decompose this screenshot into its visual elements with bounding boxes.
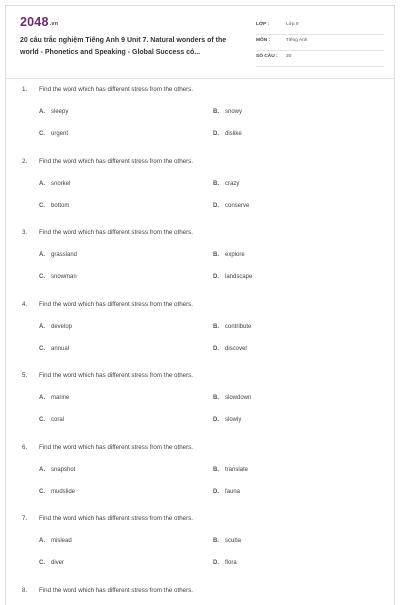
option-letter: A. <box>39 467 45 473</box>
answer-option[interactable] <box>213 109 242 115</box>
option-letter: C. <box>39 274 45 280</box>
quiz-title: 20 câu trắc nghiệm Tiếng Anh 9 Unit 7. Natural wonders of the world - Phonetics and Speaking - Global Success có... <box>20 35 242 58</box>
option-letter: A. <box>39 181 45 187</box>
option-word: snorkel <box>51 181 70 187</box>
option-word: explore <box>225 252 245 258</box>
answer-option[interactable] <box>39 274 77 280</box>
option-word: snapshot <box>51 467 75 473</box>
answer-option[interactable] <box>39 346 69 352</box>
option-word: grassland <box>51 252 77 258</box>
answer-option[interactable] <box>39 467 75 473</box>
meta-label: SỐ CÂU : <box>256 54 278 59</box>
question-text: Find the word which has different stress from the others. <box>39 444 193 451</box>
answer-option[interactable] <box>39 560 64 566</box>
answer-option[interactable] <box>39 131 68 137</box>
meta-subject <box>256 35 384 51</box>
header-divider <box>6 78 395 79</box>
answer-option[interactable] <box>213 181 239 187</box>
quiz-sheet <box>5 5 395 605</box>
option-letter: D. <box>213 489 219 495</box>
answer-option[interactable] <box>39 489 75 495</box>
answer-option[interactable] <box>213 560 237 566</box>
option-word: bottom <box>51 203 69 209</box>
option-word: conserve <box>225 203 249 209</box>
quiz-header <box>6 6 395 78</box>
question-item <box>6 587 395 605</box>
answer-option[interactable] <box>213 467 248 473</box>
answer-option[interactable] <box>213 395 251 401</box>
answer-option[interactable] <box>213 203 249 209</box>
question-number: 1. <box>22 86 27 93</box>
question-number: 5. <box>22 372 27 379</box>
question-number: 4. <box>22 301 27 308</box>
option-letter: C. <box>39 560 45 566</box>
question-text: Find the word which has different stress from the others. <box>39 301 193 308</box>
option-word: sleepy <box>51 109 68 115</box>
question-number: 8. <box>22 587 27 594</box>
option-letter: D. <box>213 203 219 209</box>
question-number: 7. <box>22 515 27 522</box>
quiz-meta <box>256 19 384 67</box>
question-item <box>6 229 395 299</box>
option-letter: B. <box>213 467 219 473</box>
option-word: crazy <box>225 181 239 187</box>
option-word: scuba <box>225 538 241 544</box>
meta-value: 20 <box>286 54 291 59</box>
answer-option[interactable] <box>39 417 64 423</box>
option-letter: D. <box>213 274 219 280</box>
option-word: flora <box>225 560 237 566</box>
option-word: landscape <box>225 274 252 280</box>
option-letter: C. <box>39 131 45 137</box>
option-letter: C. <box>39 417 45 423</box>
option-letter: D. <box>213 417 219 423</box>
option-letter: C. <box>39 489 45 495</box>
question-item <box>6 372 395 442</box>
answer-option[interactable] <box>39 109 68 115</box>
option-word: slowdown <box>225 395 251 401</box>
option-letter: C. <box>39 346 45 352</box>
option-word: mudslide <box>51 489 75 495</box>
option-word: contribute <box>225 324 251 330</box>
question-text: Find the word which has different stress from the others. <box>39 372 193 379</box>
option-word: coral <box>51 417 64 423</box>
option-word: slowly <box>225 417 241 423</box>
option-word: marine <box>51 395 69 401</box>
question-text: Find the word which has different stress from the others. <box>39 515 193 522</box>
answer-option[interactable] <box>39 538 72 544</box>
option-word: annual <box>51 346 69 352</box>
option-letter: B. <box>213 109 219 115</box>
option-letter: A. <box>39 109 45 115</box>
option-word: translate <box>225 467 248 473</box>
question-item <box>6 86 395 156</box>
answer-option[interactable] <box>39 324 72 330</box>
option-letter: B. <box>213 181 219 187</box>
option-letter: A. <box>39 538 45 544</box>
answer-option[interactable] <box>39 395 69 401</box>
option-word: urgent <box>51 131 68 137</box>
question-number: 6. <box>22 444 27 451</box>
option-letter: A. <box>39 324 45 330</box>
option-word: discover <box>225 346 247 352</box>
option-letter: A. <box>39 395 45 401</box>
answer-option[interactable] <box>213 538 241 544</box>
question-number: 3. <box>22 229 27 236</box>
meta-value: Tiếng Anh <box>286 38 307 43</box>
option-letter: C. <box>39 203 45 209</box>
answer-option[interactable] <box>39 203 69 209</box>
option-word: snowy <box>225 109 242 115</box>
option-word: develop <box>51 324 72 330</box>
option-letter: D. <box>213 560 219 566</box>
question-item <box>6 301 395 371</box>
option-word: snowman <box>51 274 77 280</box>
question-text: Find the word which has different stress from the others. <box>39 86 193 93</box>
option-letter: B. <box>213 252 219 258</box>
option-word: mislead <box>51 538 72 544</box>
option-letter: D. <box>213 131 219 137</box>
answer-option[interactable] <box>213 252 245 258</box>
answer-option[interactable] <box>213 417 241 423</box>
logo-text: 2048 <box>20 15 49 29</box>
question-number: 2. <box>22 158 27 165</box>
meta-question-count <box>256 51 384 67</box>
option-letter: B. <box>213 538 219 544</box>
answer-option[interactable] <box>213 131 242 137</box>
option-letter: D. <box>213 346 219 352</box>
logo-suffix: .vn <box>50 21 59 27</box>
question-item <box>6 515 395 585</box>
option-word: dislike <box>225 131 242 137</box>
meta-label: MÔN : <box>256 38 270 43</box>
option-letter: A. <box>39 252 45 258</box>
answer-option[interactable] <box>213 346 247 352</box>
question-text: Find the word which has different stress from the others. <box>39 229 193 236</box>
question-item <box>6 444 395 514</box>
site-logo[interactable] <box>20 15 58 29</box>
meta-value: Lớp 9 <box>286 22 298 27</box>
option-word: diver <box>51 560 64 566</box>
option-letter: B. <box>213 324 219 330</box>
answer-option[interactable] <box>213 324 251 330</box>
meta-class <box>256 19 384 35</box>
question-text: Find the word which has different stress from the others. <box>39 158 193 165</box>
meta-label: LỚP : <box>256 22 269 27</box>
question-item <box>6 158 395 228</box>
answer-option[interactable] <box>213 489 240 495</box>
answer-option[interactable] <box>39 181 70 187</box>
option-word: fauna <box>225 489 240 495</box>
question-text: Find the word which has different stress from the others. <box>39 587 193 594</box>
answer-option[interactable] <box>213 274 252 280</box>
answer-option[interactable] <box>39 252 77 258</box>
option-letter: B. <box>213 395 219 401</box>
